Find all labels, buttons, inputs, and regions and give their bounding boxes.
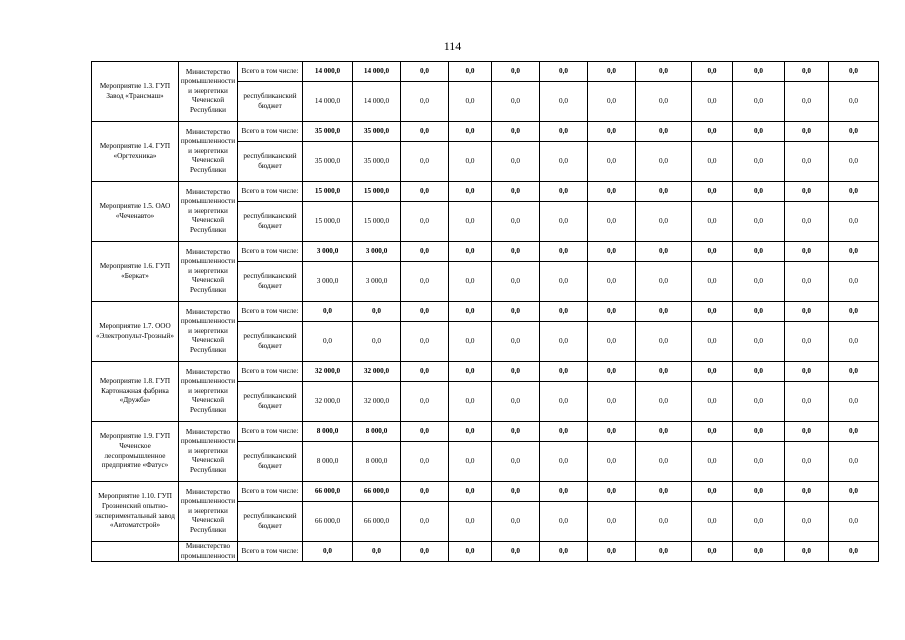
value-cell: 0,0 [636, 442, 692, 482]
value-cell: 3 000,0 [303, 262, 353, 302]
value-cell: 0,0 [588, 202, 636, 242]
value-cell: 0,0 [540, 302, 588, 322]
value-cell: 0,0 [829, 142, 879, 182]
source-total-cell: Всего в том числе: [238, 542, 303, 562]
measure-name-cell: Мероприятие 1.8. ГУП Картонажная фабрика «Дружба» [92, 362, 179, 422]
value-cell: 0,0 [588, 242, 636, 262]
value-cell: 0,0 [692, 382, 733, 422]
value-cell: 0,0 [449, 442, 492, 482]
value-cell: 0,0 [401, 182, 449, 202]
value-cell: 0,0 [636, 262, 692, 302]
value-cell: 0,0 [692, 182, 733, 202]
ministry-cell: Министерство промышленности и энергетики Чеченской Республики [179, 242, 238, 302]
value-cell: 0,0 [692, 62, 733, 82]
value-cell: 0,0 [449, 422, 492, 442]
value-cell: 0,0 [540, 142, 588, 182]
value-cell: 0,0 [588, 442, 636, 482]
source-total-cell: Всего в том числе: [238, 482, 303, 502]
measure-total-row [92, 362, 879, 382]
value-cell: 8 000,0 [303, 422, 353, 442]
measure-total-row [92, 122, 879, 142]
value-cell: 0,0 [785, 262, 829, 302]
value-cell: 0,0 [588, 82, 636, 122]
source-total-cell: Всего в том числе: [238, 182, 303, 202]
value-cell: 0,0 [692, 422, 733, 442]
value-cell: 0,0 [353, 322, 401, 362]
value-cell: 32 000,0 [303, 362, 353, 382]
value-cell: 0,0 [636, 202, 692, 242]
source-budget-cell: республиканский бюджет [238, 142, 303, 182]
value-cell: 14 000,0 [303, 62, 353, 82]
ministry-cell: Министерство промышленности и энергетики Чеченской Республики [179, 482, 238, 542]
value-cell: 0,0 [829, 322, 879, 362]
value-cell: 0,0 [636, 242, 692, 262]
value-cell: 0,0 [733, 202, 785, 242]
value-cell: 0,0 [540, 62, 588, 82]
value-cell: 15 000,0 [303, 182, 353, 202]
value-cell: 0,0 [492, 242, 540, 262]
value-cell: 0,0 [540, 502, 588, 542]
value-cell: 0,0 [449, 542, 492, 562]
value-cell: 0,0 [785, 302, 829, 322]
value-cell: 0,0 [540, 322, 588, 362]
value-cell: 0,0 [692, 142, 733, 182]
measure-total-row [92, 62, 879, 82]
value-cell: 0,0 [449, 182, 492, 202]
value-cell: 0,0 [588, 382, 636, 422]
value-cell: 0,0 [449, 142, 492, 182]
value-cell: 0,0 [401, 122, 449, 142]
value-cell: 0,0 [588, 62, 636, 82]
value-cell: 0,0 [785, 502, 829, 542]
value-cell: 0,0 [449, 242, 492, 262]
measure-name-cell [92, 542, 179, 562]
value-cell: 0,0 [733, 122, 785, 142]
measure-name-cell: Мероприятие 1.4. ГУП «Оргтехника» [92, 122, 179, 182]
source-total-cell: Всего в том числе: [238, 302, 303, 322]
value-cell: 0,0 [401, 82, 449, 122]
value-cell: 32 000,0 [353, 362, 401, 382]
value-cell: 0,0 [401, 502, 449, 542]
value-cell: 0,0 [733, 542, 785, 562]
measures-table-body [92, 62, 879, 562]
value-cell: 0,0 [303, 322, 353, 362]
value-cell: 0,0 [540, 202, 588, 242]
measure-name-cell: Мероприятие 1.10. ГУП Грозненский опытно-экспериментальный завод «Автоматстрой» [92, 482, 179, 542]
measure-total-row [92, 422, 879, 442]
value-cell: 0,0 [588, 362, 636, 382]
source-total-cell: Всего в том числе: [238, 62, 303, 82]
value-cell: 0,0 [829, 182, 879, 202]
value-cell: 0,0 [449, 322, 492, 362]
value-cell: 0,0 [540, 82, 588, 122]
ministry-cell: Министерство промышленности и энергетики Чеченской Республики [179, 182, 238, 242]
source-budget-cell: республиканский бюджет [238, 322, 303, 362]
value-cell: 0,0 [492, 82, 540, 122]
value-cell: 0,0 [733, 362, 785, 382]
ministry-cell: Министерство промышленности и энергетики Чеченской Республики [179, 62, 238, 122]
value-cell: 0,0 [401, 322, 449, 362]
measure-total-row [92, 182, 879, 202]
value-cell: 0,0 [692, 262, 733, 302]
value-cell: 0,0 [692, 302, 733, 322]
value-cell: 0,0 [785, 442, 829, 482]
value-cell: 0,0 [692, 502, 733, 542]
value-cell: 0,0 [588, 302, 636, 322]
value-cell: 0,0 [829, 62, 879, 82]
value-cell: 0,0 [540, 382, 588, 422]
value-cell: 0,0 [353, 542, 401, 562]
value-cell: 0,0 [636, 122, 692, 142]
value-cell: 0,0 [401, 362, 449, 382]
value-cell: 0,0 [449, 122, 492, 142]
value-cell: 0,0 [636, 382, 692, 422]
value-cell: 0,0 [692, 322, 733, 362]
value-cell: 15 000,0 [353, 202, 401, 242]
value-cell: 0,0 [401, 482, 449, 502]
value-cell: 35 000,0 [303, 122, 353, 142]
source-budget-cell: республиканский бюджет [238, 502, 303, 542]
value-cell: 15 000,0 [353, 182, 401, 202]
value-cell: 0,0 [492, 502, 540, 542]
value-cell: 0,0 [785, 242, 829, 262]
value-cell: 0,0 [733, 442, 785, 482]
value-cell: 35 000,0 [353, 122, 401, 142]
value-cell: 0,0 [692, 362, 733, 382]
value-cell: 0,0 [540, 482, 588, 502]
value-cell: 0,0 [733, 502, 785, 542]
measure-total-row [92, 482, 879, 502]
measure-name-cell: Мероприятие 1.6. ГУП «Беркат» [92, 242, 179, 302]
value-cell: 0,0 [785, 202, 829, 242]
value-cell: 3 000,0 [353, 242, 401, 262]
value-cell: 0,0 [829, 542, 879, 562]
value-cell: 66 000,0 [353, 502, 401, 542]
value-cell: 0,0 [829, 302, 879, 322]
value-cell: 66 000,0 [303, 502, 353, 542]
value-cell: 8 000,0 [353, 442, 401, 482]
value-cell: 0,0 [540, 442, 588, 482]
value-cell: 0,0 [692, 482, 733, 502]
value-cell: 0,0 [401, 442, 449, 482]
value-cell: 0,0 [492, 302, 540, 322]
value-cell: 0,0 [829, 262, 879, 302]
value-cell: 0,0 [449, 202, 492, 242]
value-cell: 0,0 [636, 502, 692, 542]
value-cell: 0,0 [829, 82, 879, 122]
value-cell: 0,0 [588, 542, 636, 562]
partial-total-row [92, 542, 879, 562]
value-cell: 66 000,0 [353, 482, 401, 502]
value-cell: 0,0 [829, 422, 879, 442]
value-cell: 0,0 [636, 422, 692, 442]
value-cell: 0,0 [401, 242, 449, 262]
value-cell: 0,0 [449, 62, 492, 82]
value-cell: 0,0 [492, 542, 540, 562]
value-cell: 0,0 [692, 202, 733, 242]
value-cell: 35 000,0 [303, 142, 353, 182]
value-cell: 0,0 [449, 482, 492, 502]
value-cell: 14 000,0 [353, 82, 401, 122]
source-total-cell: Всего в том числе: [238, 122, 303, 142]
value-cell: 0,0 [540, 362, 588, 382]
value-cell: 0,0 [733, 322, 785, 362]
value-cell: 0,0 [785, 322, 829, 362]
value-cell: 0,0 [829, 382, 879, 422]
source-budget-cell: республиканский бюджет [238, 202, 303, 242]
value-cell: 0,0 [733, 302, 785, 322]
value-cell: 0,0 [492, 142, 540, 182]
value-cell: 0,0 [588, 182, 636, 202]
value-cell: 0,0 [785, 422, 829, 442]
value-cell: 0,0 [303, 542, 353, 562]
value-cell: 0,0 [785, 542, 829, 562]
value-cell: 0,0 [733, 142, 785, 182]
value-cell: 0,0 [636, 82, 692, 122]
source-budget-cell: республиканский бюджет [238, 382, 303, 422]
value-cell: 0,0 [449, 302, 492, 322]
value-cell: 0,0 [785, 142, 829, 182]
value-cell: 0,0 [492, 122, 540, 142]
value-cell: 8 000,0 [303, 442, 353, 482]
value-cell: 0,0 [492, 322, 540, 362]
value-cell: 0,0 [829, 122, 879, 142]
value-cell: 0,0 [636, 542, 692, 562]
value-cell: 3 000,0 [353, 262, 401, 302]
value-cell: 0,0 [733, 482, 785, 502]
value-cell: 32 000,0 [353, 382, 401, 422]
value-cell: 0,0 [449, 262, 492, 302]
value-cell: 0,0 [401, 142, 449, 182]
value-cell: 0,0 [540, 422, 588, 442]
value-cell: 0,0 [540, 182, 588, 202]
value-cell: 0,0 [829, 362, 879, 382]
value-cell: 0,0 [733, 62, 785, 82]
value-cell: 3 000,0 [303, 242, 353, 262]
source-budget-cell: республиканский бюджет [238, 442, 303, 482]
value-cell: 0,0 [492, 62, 540, 82]
value-cell: 0,0 [588, 322, 636, 362]
value-cell: 0,0 [733, 382, 785, 422]
value-cell: 0,0 [636, 62, 692, 82]
ministry-cell: Министерство промышленности и энергетики Чеченской Республики [179, 122, 238, 182]
value-cell: 0,0 [692, 442, 733, 482]
value-cell: 0,0 [449, 502, 492, 542]
value-cell: 0,0 [540, 542, 588, 562]
value-cell: 0,0 [636, 362, 692, 382]
value-cell: 0,0 [492, 442, 540, 482]
value-cell: 0,0 [588, 482, 636, 502]
value-cell: 0,0 [785, 382, 829, 422]
value-cell: 0,0 [492, 182, 540, 202]
value-cell: 0,0 [733, 422, 785, 442]
value-cell: 14 000,0 [353, 62, 401, 82]
value-cell: 0,0 [636, 322, 692, 362]
value-cell: 0,0 [492, 482, 540, 502]
value-cell: 0,0 [692, 242, 733, 262]
value-cell: 0,0 [492, 202, 540, 242]
value-cell: 0,0 [733, 82, 785, 122]
value-cell: 0,0 [785, 62, 829, 82]
value-cell: 0,0 [492, 422, 540, 442]
value-cell: 0,0 [829, 482, 879, 502]
ministry-cell: Министерство промышленности и энергетики Чеченской Республики [179, 302, 238, 362]
measure-name-cell: Мероприятие 1.3. ГУП Завод «Трансмаш» [92, 62, 179, 122]
value-cell: 0,0 [588, 422, 636, 442]
value-cell: 0,0 [540, 262, 588, 302]
source-total-cell: Всего в том числе: [238, 362, 303, 382]
value-cell: 0,0 [401, 542, 449, 562]
ministry-cell: Министерство промышленности [179, 542, 238, 562]
value-cell: 0,0 [785, 82, 829, 122]
value-cell: 0,0 [588, 142, 636, 182]
value-cell: 0,0 [636, 302, 692, 322]
source-budget-cell: республиканский бюджет [238, 262, 303, 302]
value-cell: 0,0 [449, 82, 492, 122]
value-cell: 35 000,0 [353, 142, 401, 182]
value-cell: 0,0 [785, 122, 829, 142]
value-cell: 0,0 [733, 262, 785, 302]
source-total-cell: Всего в том числе: [238, 242, 303, 262]
value-cell: 0,0 [401, 422, 449, 442]
page-number: 114 [443, 39, 462, 53]
value-cell: 0,0 [785, 482, 829, 502]
value-cell: 0,0 [636, 182, 692, 202]
value-cell: 0,0 [303, 302, 353, 322]
value-cell: 0,0 [829, 442, 879, 482]
value-cell: 0,0 [492, 362, 540, 382]
source-total-cell: Всего в том числе: [238, 422, 303, 442]
value-cell: 0,0 [636, 142, 692, 182]
measure-total-row [92, 302, 879, 322]
value-cell: 0,0 [785, 182, 829, 202]
value-cell: 0,0 [588, 122, 636, 142]
value-cell: 0,0 [540, 242, 588, 262]
value-cell: 0,0 [785, 362, 829, 382]
value-cell: 32 000,0 [303, 382, 353, 422]
value-cell: 0,0 [692, 542, 733, 562]
value-cell: 0,0 [692, 82, 733, 122]
value-cell: 0,0 [449, 362, 492, 382]
measure-total-row [92, 242, 879, 262]
value-cell: 0,0 [588, 502, 636, 542]
measure-name-cell: Мероприятие 1.9. ГУП Чеченское лесопромышленное предприятие «Фатус» [92, 422, 179, 482]
ministry-cell: Министерство промышленности и энергетики Чеченской Республики [179, 422, 238, 482]
value-cell: 0,0 [401, 262, 449, 302]
value-cell: 0,0 [492, 382, 540, 422]
value-cell: 0,0 [492, 262, 540, 302]
value-cell: 0,0 [401, 202, 449, 242]
source-budget-cell: республиканский бюджет [238, 82, 303, 122]
value-cell: 0,0 [540, 122, 588, 142]
value-cell: 0,0 [401, 62, 449, 82]
value-cell: 8 000,0 [353, 422, 401, 442]
value-cell: 0,0 [401, 302, 449, 322]
value-cell: 14 000,0 [303, 82, 353, 122]
value-cell: 0,0 [829, 502, 879, 542]
value-cell: 0,0 [829, 202, 879, 242]
value-cell: 0,0 [401, 382, 449, 422]
value-cell: 0,0 [733, 242, 785, 262]
measures-table [91, 61, 879, 562]
value-cell: 0,0 [733, 182, 785, 202]
measure-name-cell: Мероприятие 1.7. ООО «Электропульт-Грозный» [92, 302, 179, 362]
value-cell: 0,0 [353, 302, 401, 322]
value-cell: 0,0 [588, 262, 636, 302]
value-cell: 66 000,0 [303, 482, 353, 502]
value-cell: 15 000,0 [303, 202, 353, 242]
measure-name-cell: Мероприятие 1.5. ОАО «Чеченавто» [92, 182, 179, 242]
value-cell: 0,0 [636, 482, 692, 502]
value-cell: 0,0 [829, 242, 879, 262]
ministry-cell: Министерство промышленности и энергетики Чеченской Республики [179, 362, 238, 422]
value-cell: 0,0 [449, 382, 492, 422]
value-cell: 0,0 [692, 122, 733, 142]
